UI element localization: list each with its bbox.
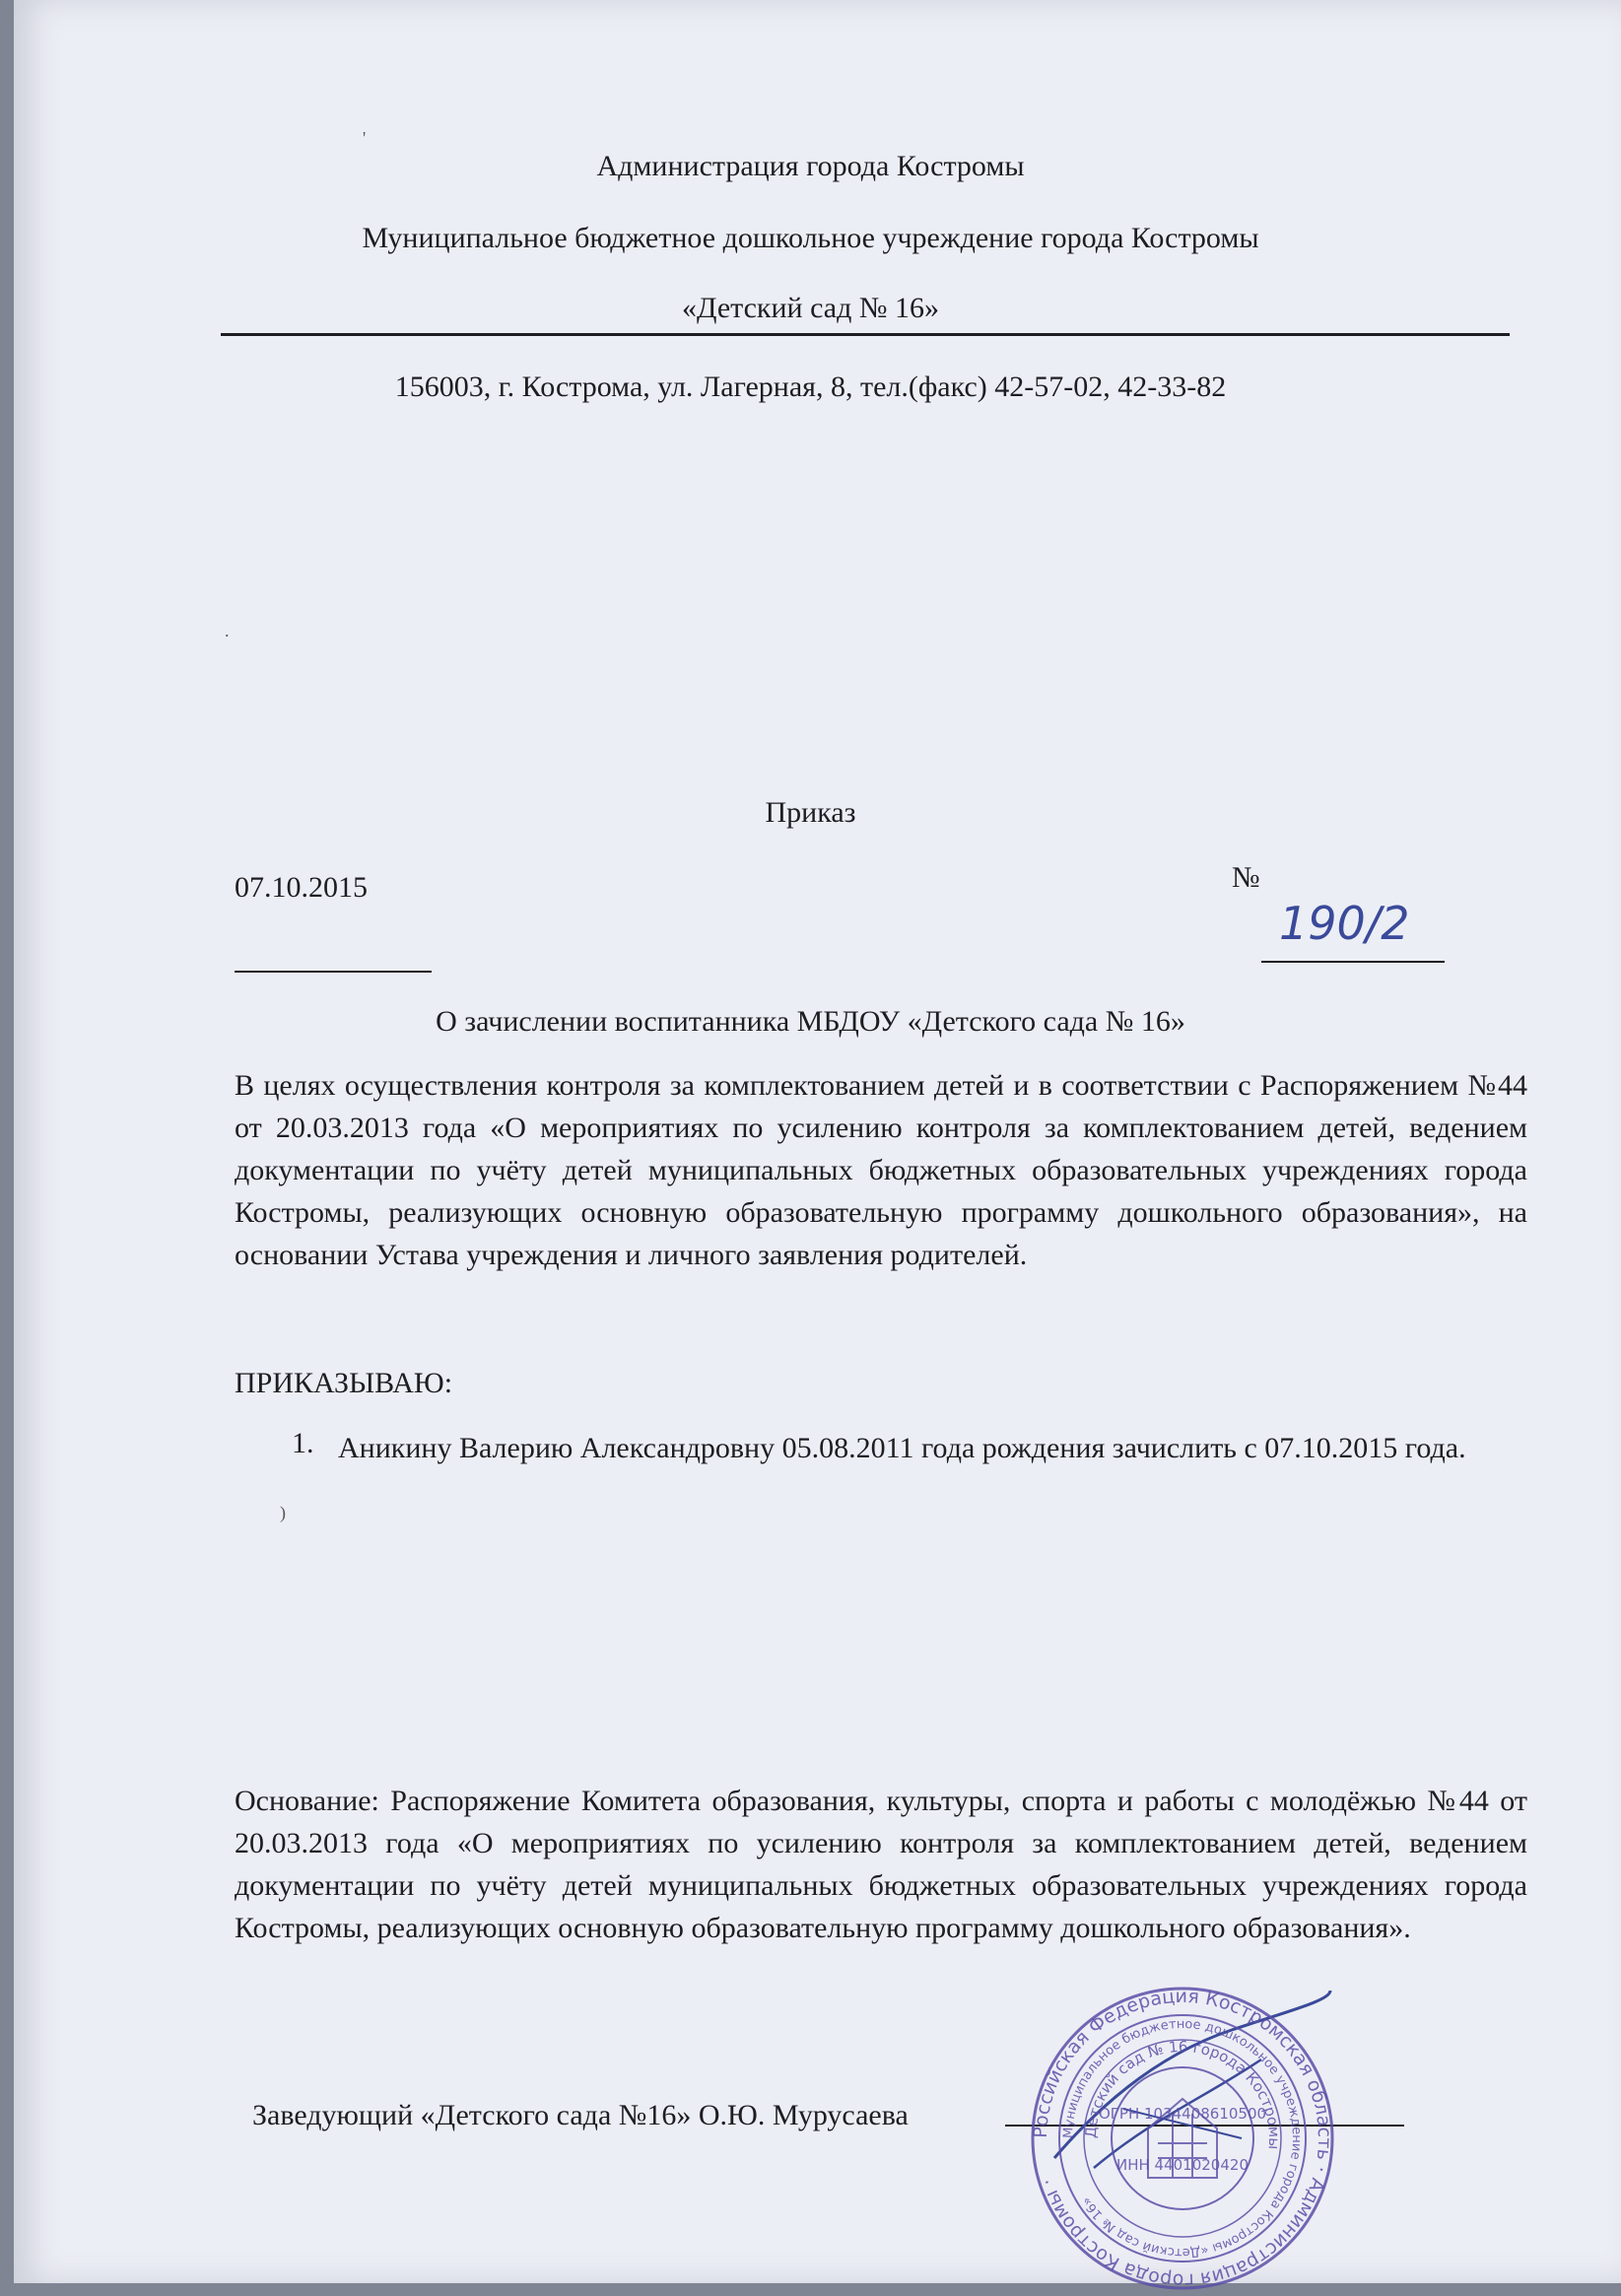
org-address: 156003, г. Кострома, ул. Лагерная, 8, тел.(факс) 42-57-02, 42-33-82 (394, 371, 1227, 403)
order-basis: Основание: Распоряжение Комитета образования, культуры, спорта и работы с молодёжью №44 от 20.03.2013 года «О мероприятиях по усилению контроля за комплектованием детей, ведением документации по учёту детей муниципальных бюджетных образовательных учреждениях города Костромы, реализующих основную образовательную программу дошкольного образования». (235, 1785, 1527, 1944)
order-directive: ПРИКАЗЫВАЮ: (235, 1367, 453, 1399)
stamp-inn: ИНН 4401020420 (1116, 2156, 1249, 2174)
document-type: Приказ (765, 796, 856, 829)
order-preamble: В целях осуществления контроля за комплектованием детей и в соответствии с Распоряжением №44 от 20.03.2013 года «О мероприятиях по усилению контроля за комплектованием детей, ведением документации по учёту детей муниципальных бюджетных образовательных учреждениях города Костромы, реализующих основную образовательную программу дошкольного образования», на основании Устава учреждения и личного заявления родителей. (235, 1069, 1527, 1271)
order-number-sign: № (1232, 861, 1260, 894)
date-underline (235, 971, 432, 973)
org-line-1: Администрация города Костромы (596, 150, 1025, 182)
letterhead-rule (221, 333, 1510, 336)
stamp-outer-text: Российская Федерация Костромская область · Администрация города Костромы · (1029, 1985, 1336, 2292)
list-item-text: Аникину Валерию Александровну 05.08.2011 года рождения зачислить с 07.10.2015 года. (338, 1432, 1466, 1464)
org-line-2: Муниципальное бюджетное дошкольное учреждение города Костромы (362, 222, 1259, 254)
stamp-ogrn: ОГРН 1034408610500 (1098, 2105, 1267, 2123)
list-item-number: 1. (292, 1427, 314, 1459)
scan-speck: ) (280, 1503, 286, 1522)
official-stamp (1025, 1981, 1340, 2296)
stamp-inner-text: Детский сад № 16 города Костромы (1081, 2037, 1284, 2150)
signatory: Заведующий «Детского сада №16» О.Ю. Мурусаева (252, 2099, 909, 2131)
org-line-3: «Детский сад № 16» (681, 292, 939, 324)
number-underline (1261, 961, 1445, 963)
scan-speck: ' (363, 128, 367, 148)
order-date: 07.10.2015 (235, 871, 368, 904)
order-number-handwritten: 190/2 (1279, 897, 1410, 950)
stamp-middle-text: Муниципальное бюджетное дошкольное учреждение города Костромы «Детский сад № 16» (1060, 2016, 1305, 2261)
order-subject: О зачислении воспитанника МБДОУ «Детского сада № 16» (436, 1005, 1185, 1038)
scan-speck: . (225, 621, 230, 641)
